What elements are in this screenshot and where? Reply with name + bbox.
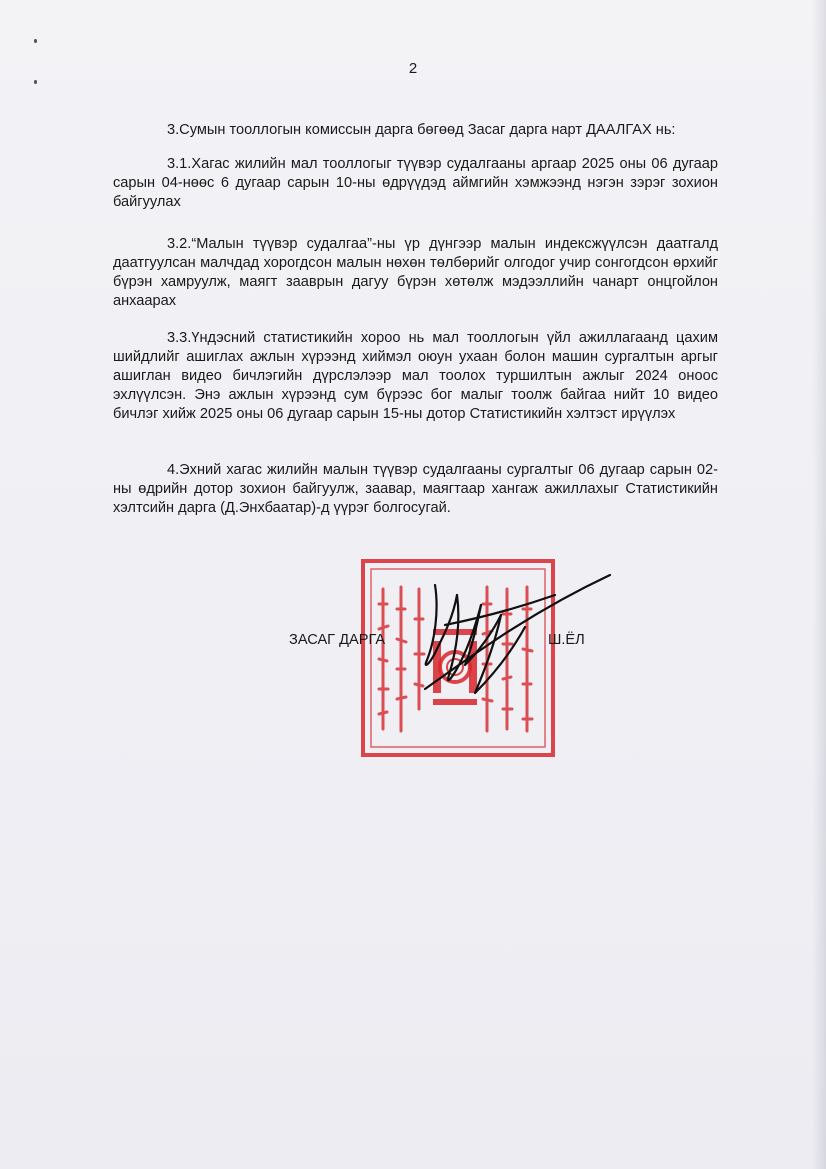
- paragraph-3-1: 3.1.Хагас жилийн мал тооллогыг түүвэр судалгааны аргаар 2025 оны 06 дугаар сарын 04-нөөс 6 дугаар сарын 10-ны өдрүүдэд аймгийн хэмжээнд нэгэн зэрэг зохион байгуулах: [113, 156, 718, 210]
- paragraph-4: 4.Эхний хагас жилийн малын түүвэр судалгааны сургалтыг 06 дугаар сарын 02-ны өдрийн дотор зохион байгуулж, заавар, маягтаар хангаж ажиллахыг Статистикийн хэлтсийн дарга (Д.Энхбаатар)-д үүрэг болгосугай.: [113, 462, 718, 516]
- paragraph-3-3: 3.3.Үндэсний статистикийн хороо нь мал тооллогын үйл ажиллагаанд цахим шийдлийг ашиглах ажлын хүрээнд хиймэл оюун ухаан болон машин сургалтын аргыг ашиглан видео бичлэгийн дүрслэлээр мал тоолох туршилтын ажлыг 2024 оноос эхлүүлсэн. Энэ ажлын хүрээнд сум бүрээс бог малыг тоолж байгаа нийт 10 видео бичлэг хийж 2025 оны 06 дугаар сарын 15-ны дотор Статистикийн хэлтэст ирүүлэх: [113, 330, 718, 422]
- punch-hole-mark: [34, 39, 37, 43]
- signatory-name: Ш.ЁЛ: [548, 632, 585, 648]
- page-edge-shadow: [812, 0, 826, 1169]
- signatory-title: ЗАСАГ ДАРГА: [289, 632, 386, 648]
- paragraph-3: 3.Сумын тооллогын комиссын дарга бөгөөд Засаг дарга нарт ДААЛГАХ нь:: [167, 122, 676, 138]
- page-number: 2: [408, 60, 418, 77]
- handwritten-signature: [405, 565, 620, 705]
- paragraph-3-2: 3.2.“Малын түүвэр судалгаа”-ны үр дүнгээр малын индексжүүлсэн даатгалд даатгуулсан малчдад хорогдсон малын нөхөн төлбөрийг олгодог учир сонгогдсон өрхийг бүрэн хамруулж, маягт зааврын дагуу бүрэн хөтөлж мэдээллийн чанарт онцгойлон анхаарах: [113, 236, 718, 309]
- punch-hole-mark: [34, 80, 37, 84]
